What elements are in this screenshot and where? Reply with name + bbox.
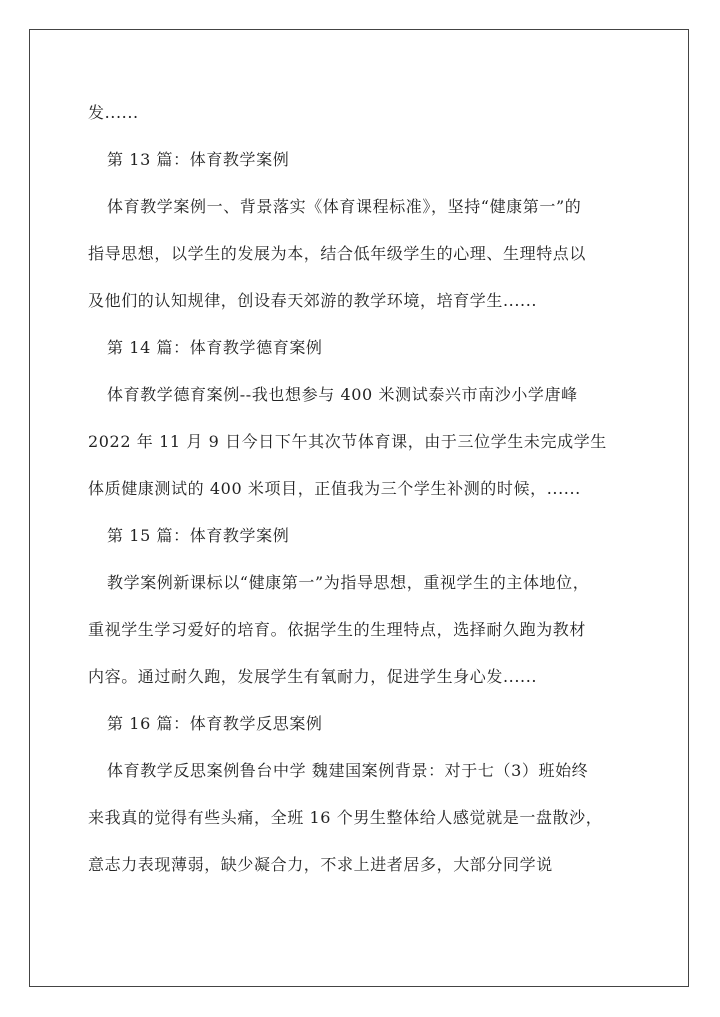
text-line: 发...... [88,103,139,122]
paragraph-line: 指导思想，以学生的发展为本，结合低年级学生的心理、生理特点以 [88,244,587,263]
page-border [29,29,689,987]
paragraph-line: 内容。通过耐久跑，发展学生有氧耐力，促进学生身心发...... [88,667,538,686]
paragraph-line: 意志力表现薄弱，缺少凝合力，不求上进者居多，大部分同学说 [88,855,553,874]
section-heading-16: 第 16 篇：体育教学反思案例 [107,714,323,733]
section-heading-14: 第 14 篇：体育教学德育案例 [107,338,323,357]
paragraph-line: 重视学生学习爱好的培育。依据学生的生理特点，选择耐久跑为教材 [88,620,587,639]
paragraph-line: 教学案例新课标以“健康第一”为指导思想，重视学生的主体地位， [107,573,590,592]
section-heading-15: 第 15 篇：体育教学案例 [107,526,290,545]
paragraph-line: 体育教学德育案例--我也想参与 400 米测试泰兴市南沙小学唐峰 [107,385,578,404]
paragraph-line: 体质健康测试的 400 米项目，正值我为三个学生补测的时候，...... [88,479,581,498]
paragraph-line: 及他们的认知规律，创设春天郊游的教学环境，培育学生...... [88,291,538,310]
paragraph-line: 体育教学反思案例鲁台中学 魏建国案例背景：对于七（3）班始终 [107,761,589,780]
paragraph-line: 2022 年 11 月 9 日今日下午其次节体育课，由于三位学生未完成学生 [88,432,607,451]
section-heading-13: 第 13 篇：体育教学案例 [107,150,290,169]
paragraph-line: 体育教学案例一、背景落实《体育课程标准》，坚持“健康第一”的 [107,197,582,216]
paragraph-line: 来我真的觉得有些头痛，全班 16 个男生整体给人感觉就是一盘散沙， [88,808,603,827]
